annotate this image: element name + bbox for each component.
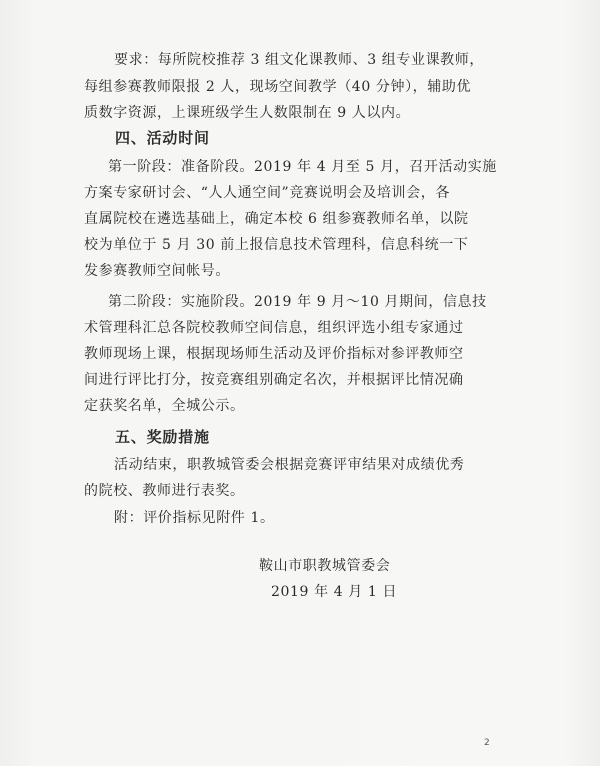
page-number: 2 xyxy=(484,738,490,748)
stage1-line-3: 直属院校在遴选基础上，确定本校 6 组参赛教师名单，以院 xyxy=(84,211,469,227)
stage2-line-1: 第二阶段：实施阶段。2019 年 9 月～10 月期间，信息技 xyxy=(108,294,487,310)
stage2-line-2: 术管理科汇总各院校教师空间信息，组织评选小组专家通过 xyxy=(84,320,464,336)
stage2-line-4: 间进行评比打分，按竞赛组别确定名次，并根据评比情况确 xyxy=(84,372,464,388)
requirement-line-3: 质数字资源，上课班级学生人数限制在 9 人以内。 xyxy=(84,105,411,121)
attachment-note: 附：评价指标见附件 1。 xyxy=(114,510,275,526)
stage2-line-5: 定获奖名单，全城公示。 xyxy=(84,398,245,414)
requirement-line-1: 要求：每所院校推荐 3 组文化课教师、3 组专业课教师， xyxy=(114,52,484,68)
stage1-line-2: 方案专家研讨会、“人人通空间”竞赛说明会及培训会，各 xyxy=(84,185,450,201)
stage1-line-1: 第一阶段：准备阶段。2019 年 4 月至 5 月，召开活动实施 xyxy=(108,159,497,175)
stage1-line-4: 校为单位于 5 月 30 前上报信息技术管理科，信息科统一下 xyxy=(84,237,469,253)
stage1-line-5: 发参赛教师空间帐号。 xyxy=(84,263,230,279)
stage2-line-3: 教师现场上课，根据现场师生活动及评价指标对参评教师空 xyxy=(84,346,464,362)
rewards-line-2: 的院校、教师进行表奖。 xyxy=(84,483,245,499)
section-heading-rewards: 五、奖励措施 xyxy=(115,428,210,446)
section-heading-activity-time: 四、活动时间 xyxy=(115,129,210,147)
requirement-line-2: 每组参赛教师限报 2 人，现场空间教学（40 分钟），辅助优 xyxy=(84,79,472,95)
rewards-line-1: 活动结束，职教城管委会根据竞赛评审结果对成绩优秀 xyxy=(114,457,465,473)
signature-organization: 鞍山市职教城管委会 xyxy=(259,558,391,574)
signature-date: 2019 年 4 月 1 日 xyxy=(271,584,398,600)
